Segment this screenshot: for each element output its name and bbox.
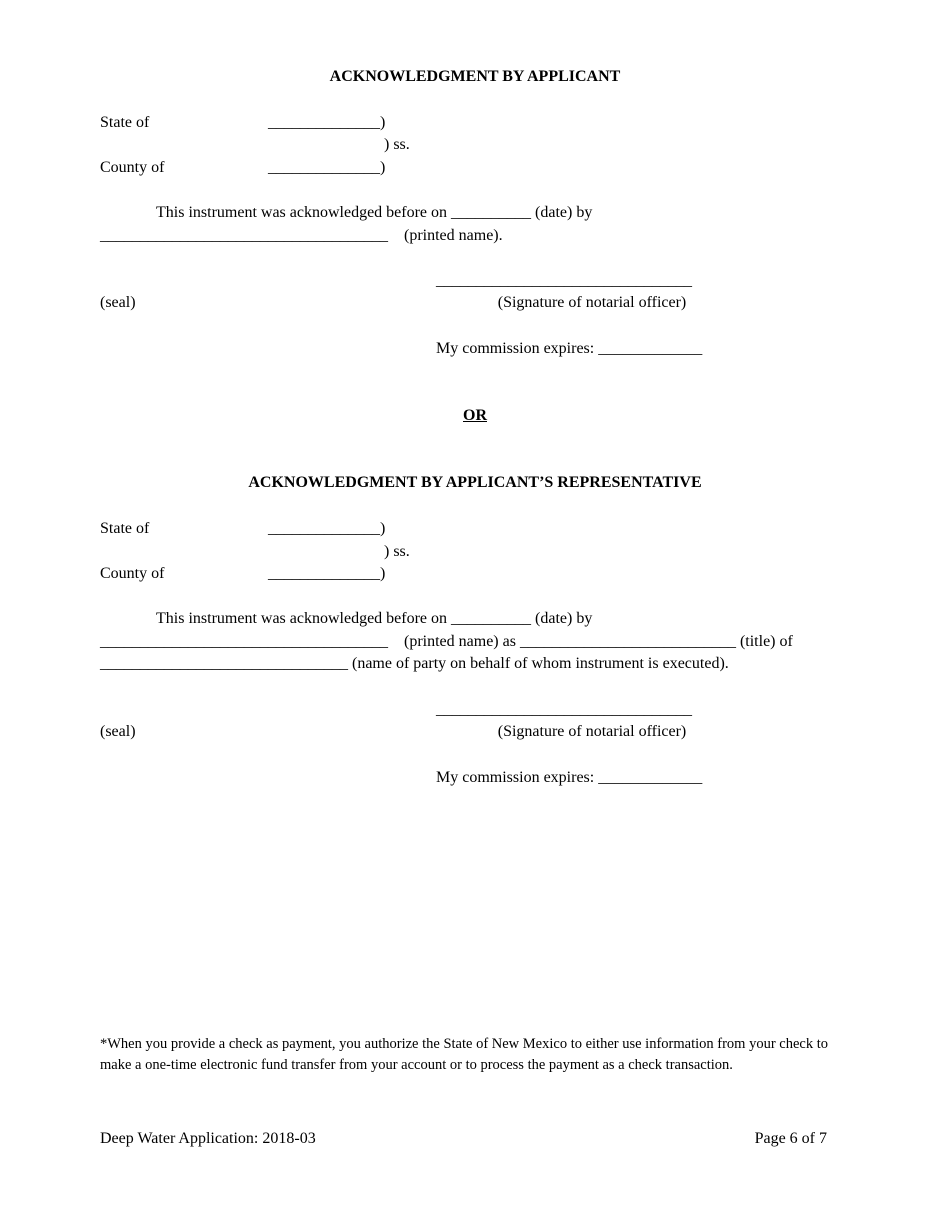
representative-signature-line: ________________________________ — [436, 701, 692, 718]
applicant-state-label: State of — [100, 114, 150, 131]
applicant-county-blank: ______________) — [268, 159, 386, 176]
applicant-signature-line: ________________________________ — [436, 272, 692, 289]
representative-ss-label: ) ss. — [384, 543, 410, 560]
representative-state-label: State of — [100, 520, 150, 537]
applicant-statement-line2: ____________________________________ (printed name). — [100, 227, 503, 244]
footer-document-id: Deep Water Application: 2018-03 — [100, 1130, 316, 1147]
representative-statement-line2: ____________________________________ (printed name) as ___________________________ (title) of — [100, 633, 793, 650]
representative-county-blank: ______________) — [268, 565, 386, 582]
applicant-commission-expires: My commission expires: _____________ — [436, 340, 703, 357]
applicant-ss-label: ) ss. — [384, 136, 410, 153]
representative-state-blank: ______________) — [268, 520, 386, 537]
representative-county-label: County of — [100, 565, 165, 582]
applicant-acknowledgment-heading: ACKNOWLEDGMENT BY APPLICANT — [329, 68, 621, 85]
payment-footnote: *When you provide a check as payment, you authorize the State of New Mexico to either use information from your check to make a one-time electronic fund transfer from your account or to process the payment as a check transaction. — [100, 1036, 828, 1073]
representative-signature-caption: (Signature of notarial officer) — [497, 723, 687, 740]
applicant-county-label: County of — [100, 159, 165, 176]
applicant-state-blank: ______________) — [268, 114, 386, 131]
applicant-statement-line1: This instrument was acknowledged before on __________ (date) by — [156, 204, 593, 221]
footer-page-number: Page 6 of 7 — [754, 1130, 827, 1147]
representative-seal-label: (seal) — [100, 723, 136, 740]
or-separator: OR — [463, 407, 487, 424]
applicant-seal-label: (seal) — [100, 294, 136, 311]
representative-commission-expires: My commission expires: _____________ — [436, 769, 703, 786]
applicant-signature-caption: (Signature of notarial officer) — [497, 294, 687, 311]
representative-acknowledgment-heading: ACKNOWLEDGMENT BY APPLICANT’S REPRESENTATIVE — [248, 474, 702, 491]
representative-statement-line1: This instrument was acknowledged before on __________ (date) by — [156, 610, 593, 627]
representative-statement-line3: _______________________________ (name of party on behalf of whom instrument is executed). — [100, 655, 729, 672]
